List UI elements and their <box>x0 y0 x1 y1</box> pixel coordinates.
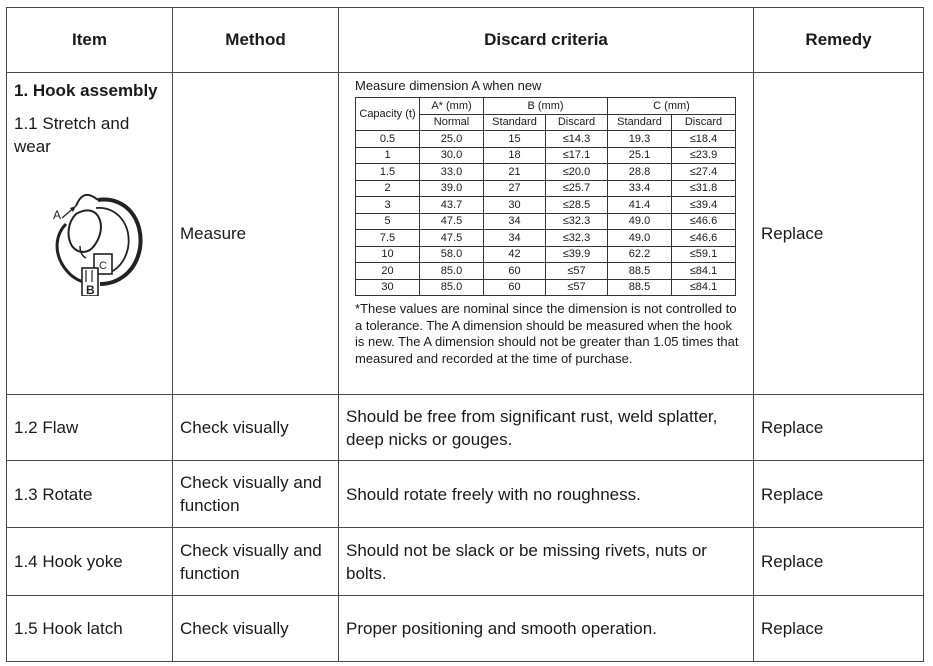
dimension-b-label: B <box>86 283 95 296</box>
dimension-row <box>356 263 736 280</box>
subheader-cell: Standard <box>484 114 546 131</box>
dimension-value-cell: 28.8 <box>608 164 672 181</box>
dimension-value-cell: ≤28.5 <box>546 197 608 214</box>
dimension-value-cell: 34 <box>484 230 546 247</box>
dimension-value-cell: 21 <box>484 164 546 181</box>
dimension-value-cell: 19.3 <box>608 131 672 148</box>
dimension-value-cell: 85.0 <box>420 263 484 280</box>
dimension-value-cell: 33.0 <box>420 164 484 181</box>
dimension-value-cell: 85.0 <box>420 279 484 296</box>
item-cell: 1.5 Hook latch <box>7 596 173 662</box>
dimension-row <box>356 246 736 263</box>
capacity-cell: 1.5 <box>356 164 420 181</box>
remedy-cell: Replace <box>754 461 924 528</box>
dimension-value-cell: ≤17.1 <box>546 147 608 164</box>
method-cell: Check visually <box>173 395 339 461</box>
dimension-value-cell: 88.5 <box>608 279 672 296</box>
item-title: 1. Hook assembly <box>14 81 158 100</box>
dimension-value-cell: 33.4 <box>608 180 672 197</box>
dimension-row <box>356 131 736 148</box>
criteria-intro: Measure dimension A when new <box>355 78 542 93</box>
dimension-value-cell: 62.2 <box>608 246 672 263</box>
hook-icon <box>36 186 146 296</box>
dimension-value-cell: ≤32.3 <box>546 213 608 230</box>
dimension-value-cell: 25.0 <box>420 131 484 148</box>
dimension-a-label: A <box>53 208 62 222</box>
header-remedy: Remedy <box>754 8 924 73</box>
dimension-value-cell: ≤39.9 <box>546 246 608 263</box>
dimension-row <box>356 213 736 230</box>
item-cell: 1.2 Flaw <box>7 395 173 461</box>
table-row <box>7 395 924 461</box>
remedy-cell: Replace <box>754 73 924 395</box>
dimension-value-cell: 27 <box>484 180 546 197</box>
dimension-value-cell: ≤46.6 <box>672 213 736 230</box>
dimension-value-cell: 34 <box>484 213 546 230</box>
dimension-table <box>355 97 736 296</box>
dimension-value-cell: 49.0 <box>608 230 672 247</box>
capacity-cell: 2 <box>356 180 420 197</box>
table-row-hook-assembly <box>7 73 924 395</box>
dimension-row <box>356 230 736 247</box>
dimension-value-cell: 60 <box>484 263 546 280</box>
dimension-value-cell: 41.4 <box>608 197 672 214</box>
criteria-cell: Proper positioning and smooth operation. <box>339 596 754 662</box>
dimension-value-cell: 30.0 <box>420 147 484 164</box>
dimension-value-cell: ≤14.3 <box>546 131 608 148</box>
inspection-table <box>6 7 924 662</box>
header-method: Method <box>173 8 339 73</box>
subheader-cell: Normal <box>420 114 484 131</box>
capacity-cell: 10 <box>356 246 420 263</box>
capacity-cell: 30 <box>356 279 420 296</box>
dim-b-header: B (mm) <box>484 98 608 115</box>
dimension-row <box>356 164 736 181</box>
dimension-value-cell: ≤23.9 <box>672 147 736 164</box>
header-item: Item <box>7 8 173 73</box>
table-row <box>7 461 924 528</box>
capacity-cell: 20 <box>356 263 420 280</box>
dimension-body <box>356 131 736 296</box>
dimension-header-row <box>356 98 736 115</box>
dimension-value-cell: ≤57 <box>546 263 608 280</box>
header-row <box>7 8 924 73</box>
dimension-value-cell: 15 <box>484 131 546 148</box>
item-cell: 1.3 Rotate <box>7 461 173 528</box>
capacity-cell: 0.5 <box>356 131 420 148</box>
method-cell: Check visually <box>173 596 339 662</box>
dimension-value-cell: ≤84.1 <box>672 263 736 280</box>
dim-a-header: A* (mm) <box>420 98 484 115</box>
dimension-value-cell: 88.5 <box>608 263 672 280</box>
dimension-value-cell: ≤84.1 <box>672 279 736 296</box>
dimension-value-cell: 18 <box>484 147 546 164</box>
subheader-cell: Discard <box>672 114 736 131</box>
capacity-cell: 5 <box>356 213 420 230</box>
dimension-value-cell: 30 <box>484 197 546 214</box>
dimension-value-cell: 49.0 <box>608 213 672 230</box>
dimension-value-cell: 47.5 <box>420 213 484 230</box>
dim-c-header: C (mm) <box>608 98 736 115</box>
dimension-value-cell: ≤32.3 <box>546 230 608 247</box>
dimension-row <box>356 279 736 296</box>
criteria-cell: Should not be slack or be missing rivets, nuts or bolts. <box>339 528 754 596</box>
dimension-value-cell: ≤59.1 <box>672 246 736 263</box>
subheader-cell: Standard <box>608 114 672 131</box>
criteria-cell: Should rotate freely with no roughness. <box>339 461 754 528</box>
method-cell: Check visually and function <box>173 461 339 528</box>
remedy-cell: Replace <box>754 395 924 461</box>
item-cell <box>7 73 173 395</box>
criteria-cell <box>339 73 754 395</box>
dimension-value-cell: 60 <box>484 279 546 296</box>
criteria-cell: Should be free from significant rust, weld splatter, deep nicks or gouges. <box>339 395 754 461</box>
capacity-header: Capacity (t) <box>356 98 420 131</box>
dimension-value-cell: ≤46.6 <box>672 230 736 247</box>
capacity-cell: 3 <box>356 197 420 214</box>
subheader-cell: Discard <box>546 114 608 131</box>
remedy-cell: Replace <box>754 528 924 596</box>
dimension-value-cell: ≤57 <box>546 279 608 296</box>
dimension-c-label: C <box>99 260 107 272</box>
footnote: *These values are nominal since the dimension is not controlled to a tolerance. The A dimension should be measured when the hook is new. The A dimension should not be greater than 1.05 times that measured and recorded at the time of purchase. <box>355 301 739 366</box>
dimension-value-cell: ≤25.7 <box>546 180 608 197</box>
dimension-row <box>356 147 736 164</box>
dimension-value-cell: 43.7 <box>420 197 484 214</box>
remedy-cell: Replace <box>754 596 924 662</box>
capacity-cell: 1 <box>356 147 420 164</box>
table-row <box>7 596 924 662</box>
dimension-value-cell: ≤20.0 <box>546 164 608 181</box>
dimension-row <box>356 180 736 197</box>
dimension-value-cell: 39.0 <box>420 180 484 197</box>
dimension-value-cell: 47.5 <box>420 230 484 247</box>
item-cell: 1.4 Hook yoke <box>7 528 173 596</box>
dimension-value-cell: ≤31.8 <box>672 180 736 197</box>
hook-diagram <box>36 186 146 296</box>
method-cell: Check visually and function <box>173 528 339 596</box>
dimension-value-cell: ≤27.4 <box>672 164 736 181</box>
dimension-value-cell: ≤18.4 <box>672 131 736 148</box>
dimension-value-cell: 58.0 <box>420 246 484 263</box>
method-cell: Measure <box>173 73 339 395</box>
dimension-value-cell: 25.1 <box>608 147 672 164</box>
header-criteria: Discard criteria <box>339 8 754 73</box>
capacity-cell: 7.5 <box>356 230 420 247</box>
table-row <box>7 528 924 596</box>
dimension-value-cell: 42 <box>484 246 546 263</box>
dimension-value-cell: ≤39.4 <box>672 197 736 214</box>
item-subtitle: 1.1 Stretch and wear <box>14 114 130 156</box>
dimension-row <box>356 197 736 214</box>
